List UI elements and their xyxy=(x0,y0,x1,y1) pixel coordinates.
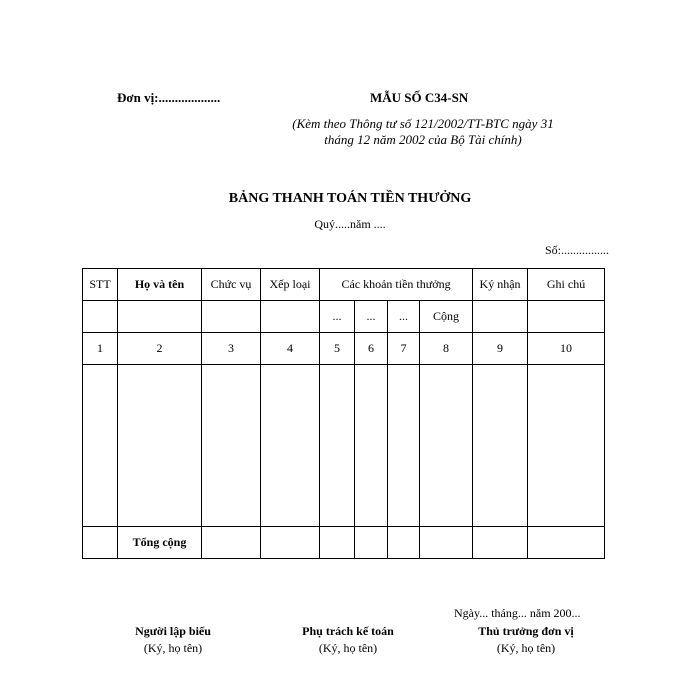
signature-unit-head xyxy=(446,623,606,657)
subheader-empty xyxy=(528,301,605,333)
header-signature: Ký nhận xyxy=(473,269,528,301)
data-cell xyxy=(388,365,420,527)
subheader-empty xyxy=(83,301,118,333)
circular-line-2: tháng 12 năm 2002 của Bộ Tài chính) xyxy=(324,132,522,147)
column-number: 4 xyxy=(261,333,320,365)
bonus-payment-table xyxy=(82,268,605,559)
column-number: 2 xyxy=(118,333,202,365)
period-line: Quý.....năm .... xyxy=(314,217,386,231)
signature-preparer xyxy=(93,623,253,657)
data-cell xyxy=(83,365,118,527)
data-body-row xyxy=(83,365,605,527)
signature-note: (Ký, họ tên) xyxy=(143,641,203,655)
data-cell xyxy=(355,365,388,527)
header-name: Họ và tên xyxy=(118,269,202,301)
total-cell xyxy=(388,527,420,559)
column-number: 5 xyxy=(320,333,355,365)
total-label: Tổng cộng xyxy=(118,527,202,559)
subheader-bonus-3: ... xyxy=(388,301,420,333)
subheader-empty xyxy=(261,301,320,333)
total-cell xyxy=(202,527,261,559)
total-cell xyxy=(320,527,355,559)
subheader-row xyxy=(83,301,605,333)
data-cell xyxy=(320,365,355,527)
column-number: 7 xyxy=(388,333,420,365)
subheader-sum: Cộng xyxy=(420,301,473,333)
data-cell xyxy=(473,365,528,527)
total-cell xyxy=(528,527,605,559)
header-row xyxy=(83,269,605,301)
data-cell xyxy=(202,365,261,527)
signature-chief-accountant xyxy=(268,623,428,657)
column-number: 10 xyxy=(528,333,605,365)
header-note: Ghi chú xyxy=(528,269,605,301)
subheader-empty xyxy=(118,301,202,333)
column-number: 1 xyxy=(83,333,118,365)
circular-line-1: (Kèm theo Thông tư số 121/2002/TT-BTC ngày 31 xyxy=(292,116,554,131)
subheader-bonus-2: ... xyxy=(355,301,388,333)
total-cell xyxy=(261,527,320,559)
column-number-row xyxy=(83,333,605,365)
total-cell xyxy=(420,527,473,559)
header-position: Chức vụ xyxy=(202,269,261,301)
column-number: 8 xyxy=(420,333,473,365)
column-number: 6 xyxy=(355,333,388,365)
signature-role: Phụ trách kế toán xyxy=(302,624,394,638)
column-number: 3 xyxy=(202,333,261,365)
signature-note: (Ký, họ tên) xyxy=(318,641,378,655)
circular-reference xyxy=(268,116,578,148)
header-rank: Xếp loại xyxy=(261,269,320,301)
total-cell xyxy=(355,527,388,559)
total-cell xyxy=(473,527,528,559)
date-line: Ngày... tháng... năm 200... xyxy=(454,606,581,620)
form-number: MẪU SỐ C34-SN xyxy=(370,90,469,105)
subheader-empty xyxy=(202,301,261,333)
data-cell xyxy=(261,365,320,527)
total-cell xyxy=(83,527,118,559)
header-bonus-group: Các khoản tiền thưởng xyxy=(320,269,473,301)
document-title: BẢNG THANH TOÁN TIỀN THƯỞNG xyxy=(228,191,472,206)
document-number: Số:................ xyxy=(545,243,610,257)
data-cell xyxy=(420,365,473,527)
subheader-empty xyxy=(473,301,528,333)
data-cell xyxy=(118,365,202,527)
unit-field: Đơn vị:................... xyxy=(117,90,221,105)
subheader-bonus-1: ... xyxy=(320,301,355,333)
header-stt: STT xyxy=(83,269,118,301)
signature-note: (Ký, họ tên) xyxy=(496,641,556,655)
signature-role: Người lập biểu xyxy=(135,624,211,638)
column-number: 9 xyxy=(473,333,528,365)
total-row xyxy=(83,527,605,559)
data-cell xyxy=(528,365,605,527)
signature-role: Thủ trưởng đơn vị xyxy=(478,624,574,638)
